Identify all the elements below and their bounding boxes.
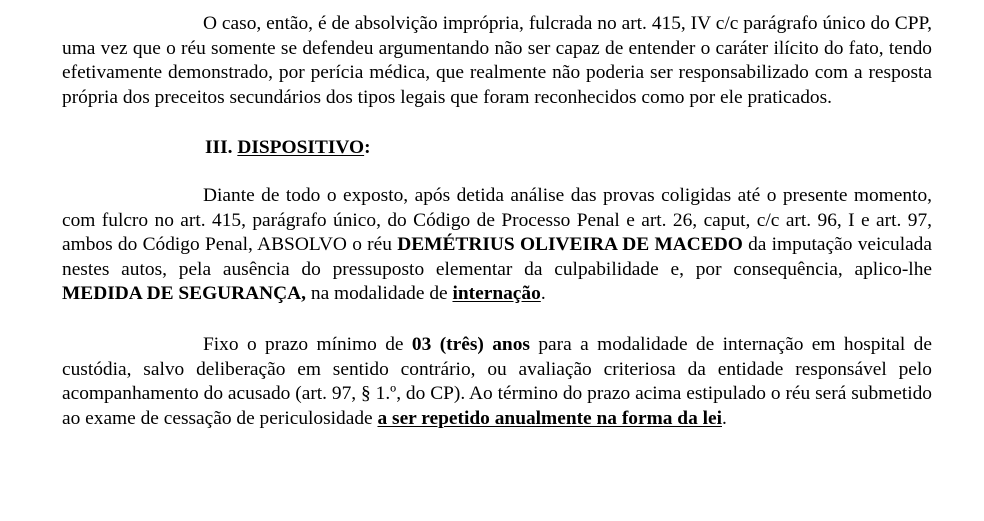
- defendant-name: DEMÉTRIUS OLIVEIRA DE MACEDO: [397, 234, 743, 256]
- section-title-suffix: :: [364, 137, 371, 159]
- paragraph-text: Diante de todo o exposto, após detida análise das provas coligidas até o presente momento, com fulcro no art. 415, parágrafo único, do Código de Processo Penal e art. 26, caput, c/c art. 96, I e art. 97, ambos do Código Penal, ABSOLVO o réu: [62, 184, 932, 256]
- paragraph-dispositivo: [62, 184, 932, 307]
- paragraph-prazo: [62, 333, 932, 431]
- minimum-term: 03 (três) anos: [411, 333, 530, 355]
- document-page: [62, 12, 932, 431]
- paragraph-text: da imputação veiculada nestes autos, pela ausência do pressuposto elementar da culpabilidade e, por consequência, aplico-lhe: [62, 234, 932, 280]
- repetition-clause: a ser repetido anualmente na forma da lei: [377, 407, 722, 429]
- measure-label: MEDIDA DE SEGURANÇA,: [62, 283, 307, 305]
- paragraph-text: .: [722, 407, 727, 429]
- section-number: III.: [205, 137, 238, 159]
- modality-label: internação: [452, 283, 541, 305]
- paragraph-text: Fixo o prazo mínimo de: [203, 333, 412, 355]
- paragraph-text: na modalidade de: [306, 283, 453, 305]
- section-heading-dispositivo: [62, 136, 932, 161]
- paragraph-text: .: [540, 283, 546, 305]
- section-title: DISPOSITIVO: [237, 137, 365, 159]
- paragraph-text: para a modalidade de internação em hospital de custódia, salvo deliberação em sentido contrário, ou avaliação criteriosa da entidade responsável pelo acompanhamento do acusado (art. 97, § 1.º, do CP). Ao término do prazo acima estipulado o réu será submetido ao exame de cessação de periculosidade: [62, 333, 932, 429]
- paragraph-text: O caso, então, é de absolvição imprópria, fulcrada no art. 415, IV c/c parágrafo único do CPP, uma vez que o réu somente se defendeu argumentando não ser capaz de entender o caráter ilícito do fato, tendo efetivamente demonstrado, por perícia médica, que realmente não poderia ser responsabilizado com a resposta própria dos preceitos secundários dos tipos legais que foram reconhecidos como por ele praticados.: [62, 13, 932, 108]
- paragraph-absolvicao-impropria: [62, 12, 932, 110]
